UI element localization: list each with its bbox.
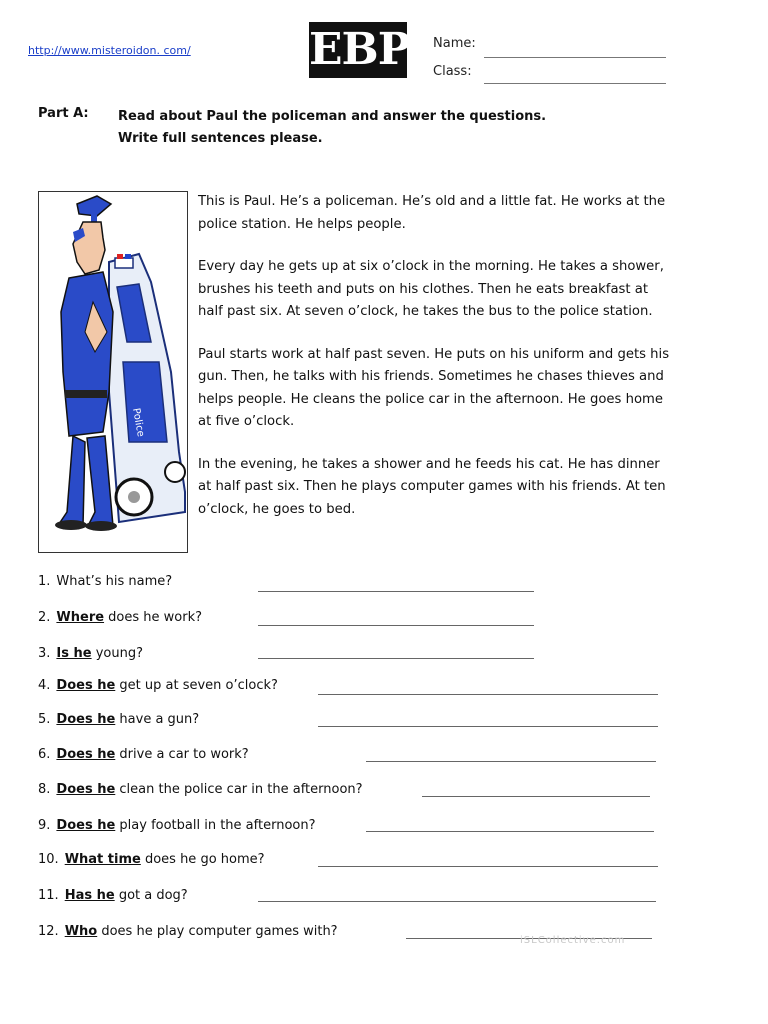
question-text: does he go home? xyxy=(140,852,265,867)
ebp-logo: EBP xyxy=(309,22,407,78)
paragraph-2: Every day he gets up at six o’clock in the morning. He takes a shower, brushes his teeth and puts on his clothes. Then he eats breakfast at half past six. At seven o’clock, he takes the bus to the police station. xyxy=(198,259,664,319)
question-number: 4. xyxy=(38,678,51,693)
question-keyword: Is he xyxy=(56,646,92,661)
answer-line-9[interactable] xyxy=(366,831,654,832)
question-keyword: Does he xyxy=(56,782,116,797)
website-url[interactable]: http://www.misteroidon. com/ xyxy=(28,44,191,57)
question-9 xyxy=(38,818,316,833)
answer-line-3[interactable] xyxy=(258,658,534,659)
question-keyword: Does he xyxy=(56,712,116,727)
question-text: got a dog? xyxy=(114,888,188,903)
answer-line-1[interactable] xyxy=(258,591,534,592)
class-label: Class: xyxy=(433,64,472,79)
answer-line-11[interactable] xyxy=(258,901,656,902)
question-keyword: Where xyxy=(56,610,105,625)
question-text: drive a car to work? xyxy=(115,747,249,762)
question-text: clean the police car in the afternoon? xyxy=(115,782,363,797)
question-1 xyxy=(38,574,172,589)
question-number: 10. xyxy=(38,852,59,867)
question-6 xyxy=(38,747,249,762)
question-keyword: Who xyxy=(64,924,98,939)
question-number: 9. xyxy=(38,818,51,833)
site-watermark: iSLCollective.com xyxy=(520,935,626,946)
name-field-line[interactable] xyxy=(484,57,666,58)
answer-line-8[interactable] xyxy=(422,796,650,797)
question-5 xyxy=(38,712,199,727)
answer-line-2[interactable] xyxy=(258,625,534,626)
question-number: 3. xyxy=(38,646,51,661)
question-keyword: Does he xyxy=(56,818,116,833)
answer-line-4[interactable] xyxy=(318,694,658,695)
part-a-instructions xyxy=(118,106,638,150)
question-text: have a gun? xyxy=(115,712,200,727)
question-number: 6. xyxy=(38,747,51,762)
question-12 xyxy=(38,924,338,939)
paragraph-4: In the evening, he takes a shower and he feeds his cat. He has dinner at half past six. Then he plays computer games with his friends. At ten o’clock, he goes to bed. xyxy=(198,456,666,517)
question-11 xyxy=(38,888,188,903)
question-2 xyxy=(38,610,202,625)
instruction-line-2: Write full sentences please. xyxy=(118,131,323,146)
question-text: young? xyxy=(91,646,144,661)
question-number: 8. xyxy=(38,782,51,797)
question-10 xyxy=(38,852,265,867)
policeman-illustration xyxy=(38,191,188,553)
question-keyword: Has he xyxy=(64,888,115,903)
question-number: 12. xyxy=(38,924,59,939)
car-police-text: Police xyxy=(130,407,146,438)
instruction-line-1: Read about Paul the policeman and answer the questions. xyxy=(118,109,547,124)
answer-line-5[interactable] xyxy=(318,726,658,727)
paragraph-3: Paul starts work at half past seven. He puts on his uniform and gets his gun. Then, he talks with his friends. Sometimes he chases thieves and helps people. He cleans the police car in the afternoon. He goes home at five o’clock. xyxy=(198,346,670,429)
question-8 xyxy=(38,782,363,797)
paragraph-1: This is Paul. He’s a policeman. He’s old and a little fat. He works at the police station. He helps people. xyxy=(198,194,666,232)
question-text: What’s his name? xyxy=(56,574,173,589)
question-4 xyxy=(38,678,278,693)
policeman-car-drawing xyxy=(39,192,187,552)
class-field-line[interactable] xyxy=(484,83,666,84)
question-text: does he play computer games with? xyxy=(97,924,338,939)
name-label: Name: xyxy=(433,36,476,51)
question-number: 11. xyxy=(38,888,59,903)
question-text: play football in the afternoon? xyxy=(115,818,316,833)
question-keyword: Does he xyxy=(56,747,116,762)
question-number: 1. xyxy=(38,574,51,589)
question-text: does he work? xyxy=(104,610,203,625)
reading-passage xyxy=(198,191,673,541)
answer-line-6[interactable] xyxy=(366,761,656,762)
question-3 xyxy=(38,646,143,661)
question-number: 2. xyxy=(38,610,51,625)
answer-line-10[interactable] xyxy=(318,866,658,867)
question-keyword: What time xyxy=(64,852,141,867)
part-a-label: Part A: xyxy=(38,106,89,121)
question-text: get up at seven o’clock? xyxy=(115,678,278,693)
question-number: 5. xyxy=(38,712,51,727)
question-keyword: Does he xyxy=(56,678,116,693)
